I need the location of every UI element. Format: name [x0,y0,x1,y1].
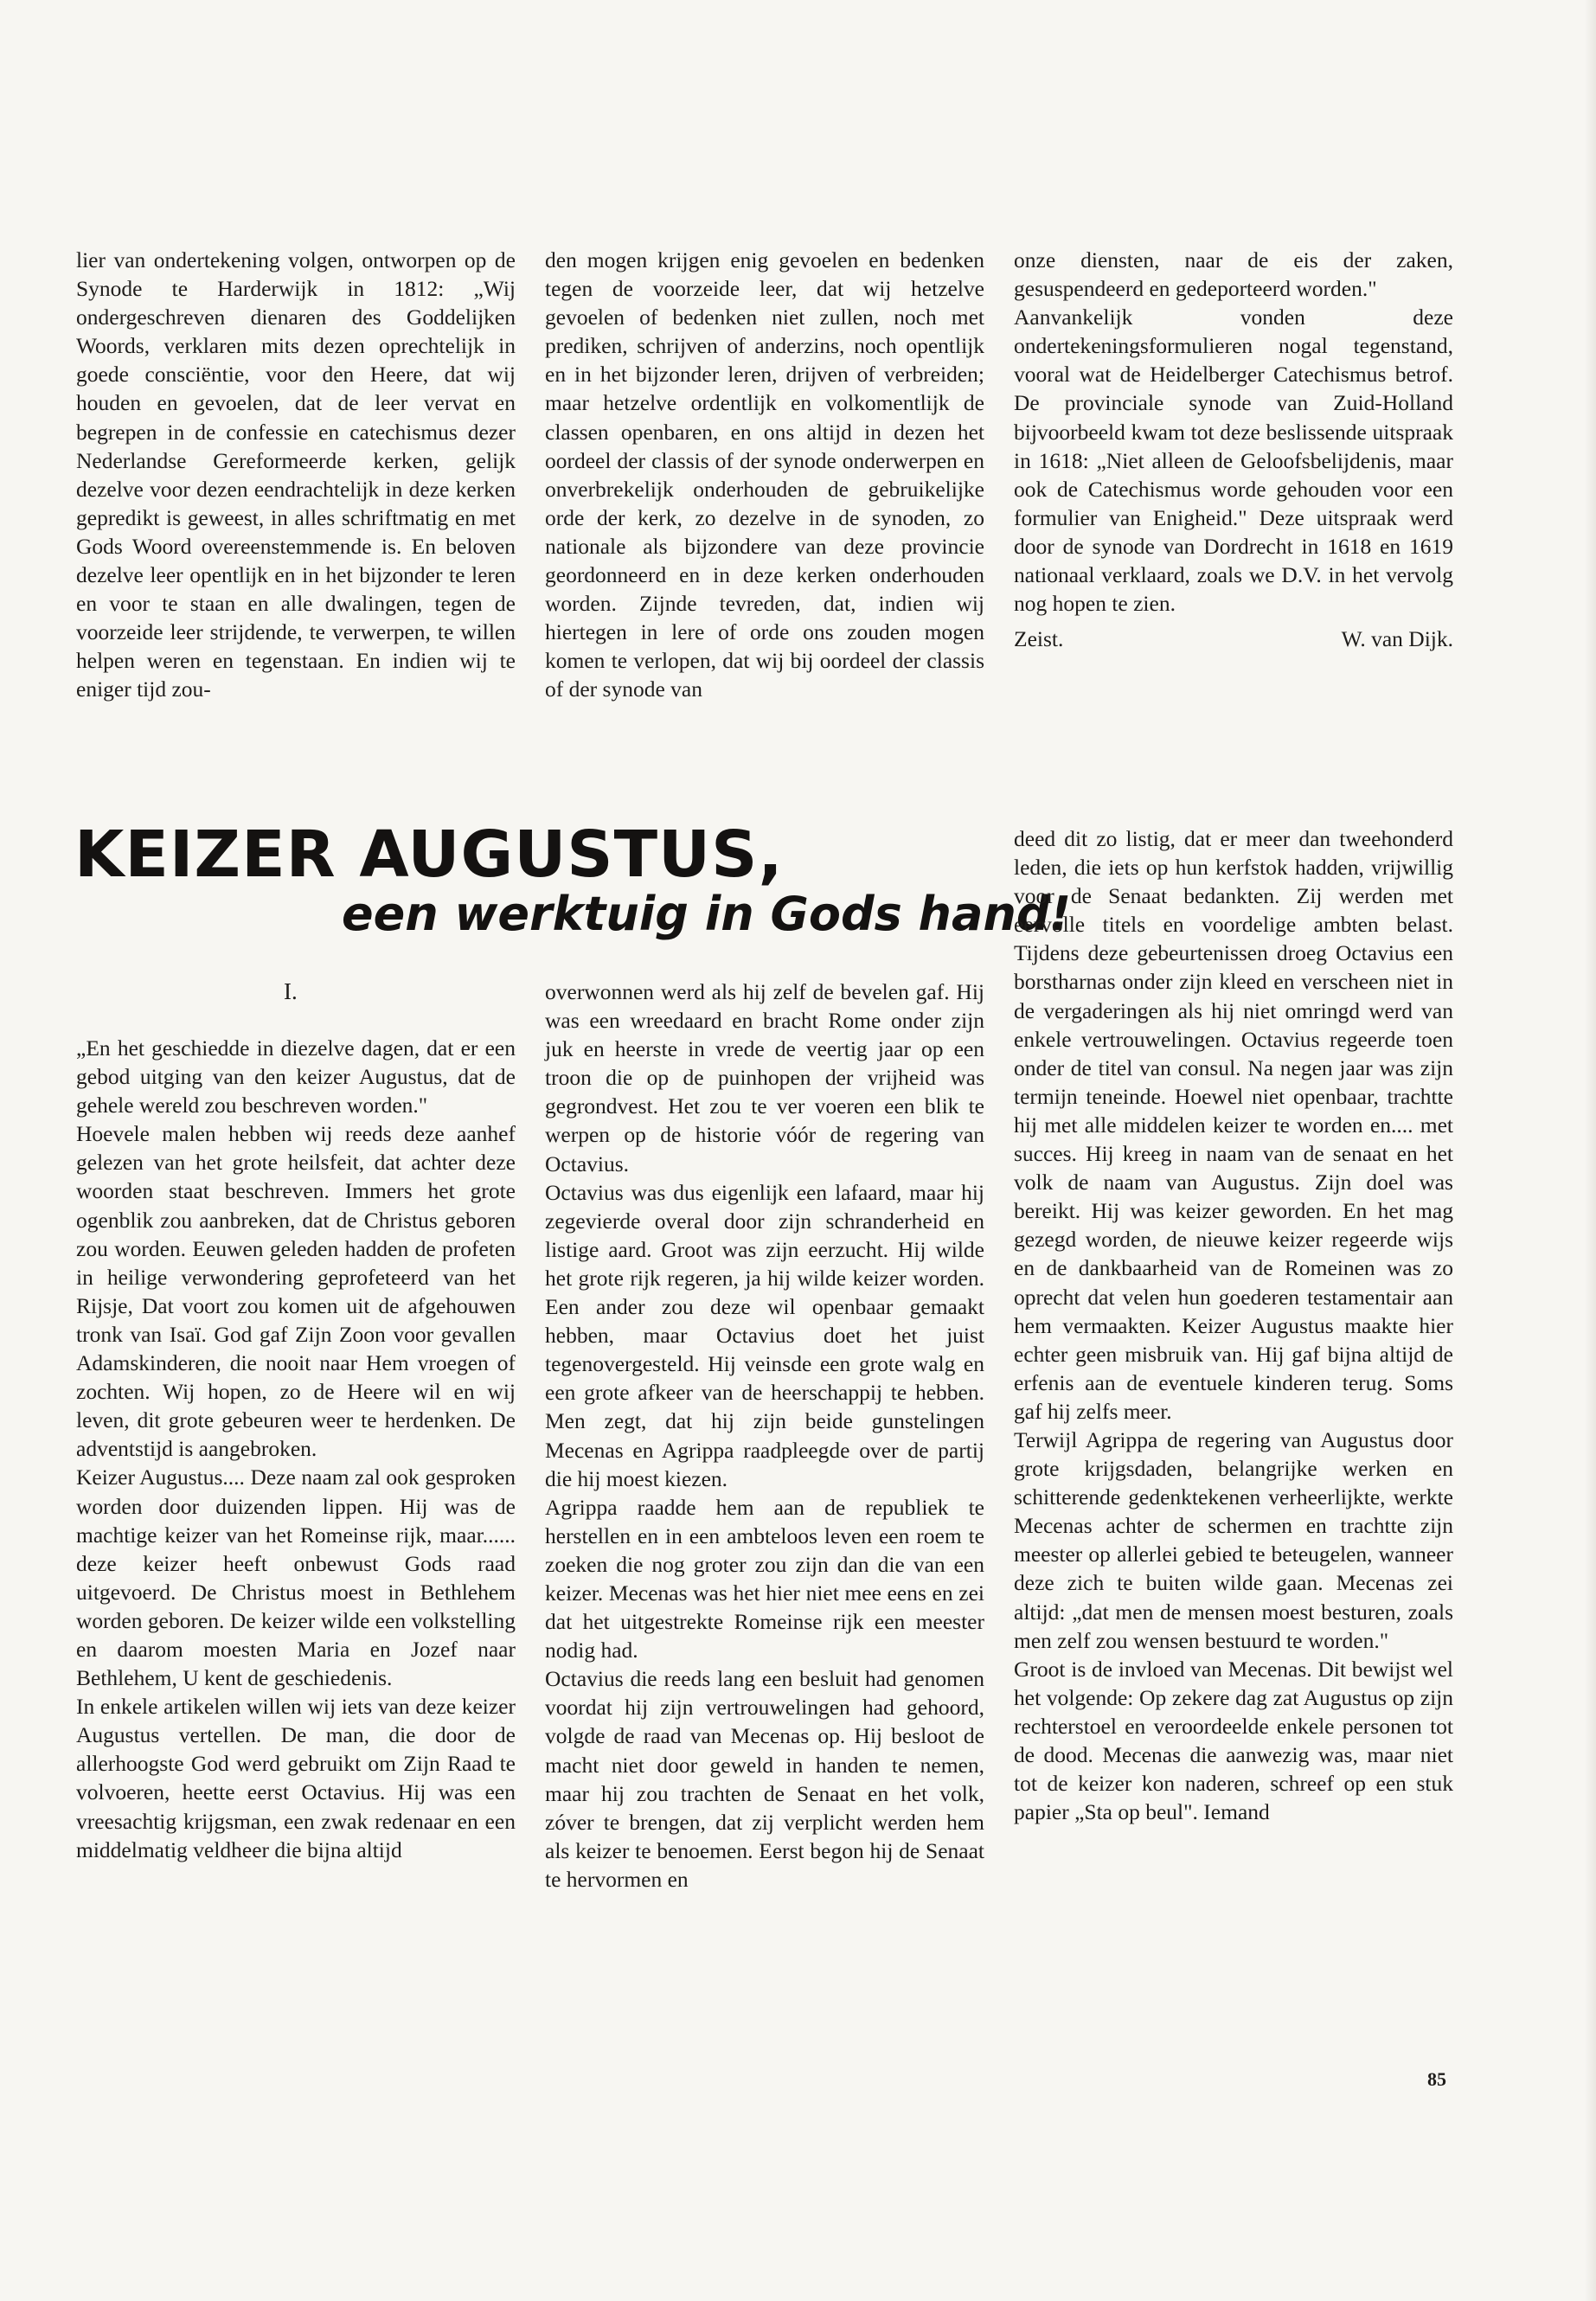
top-column-2 [545,246,984,704]
article-title: KEIZER AUGUSTUS, [74,817,784,892]
paragraph: In enkele artikelen willen wij iets van deze keizer Augustus vertellen. De man, die door de allerhoogste God werd gebruikt om Zijn Raad te volvoeren, heette eerst Octavius. Hij was een vreesachtig krijgsman, een zwak redenaar en een middelmatig veldheer die bijna altijd [76,1694,516,1862]
article-column-2 [545,977,984,1894]
paragraph: Octavius was dus eigenlijk een lafaard, maar hij zegevierde overal door zijn schranderheid en listige aard. Groot was zijn eerzucht. Hij wilde het grote rijk regeren, ja hij wilde keizer worden. Een ander zou deze wil openbaar gemaakt hebben, maar Octavius doet het juist tegenovergesteld. Hij veinsde een grote walg en een grote afkeer van de heerschappij te hebben. Men zegt, dat hij zijn beide gunstelingen Mecenas en Agrippa raadpleegde over de partij die hij moest kiezen. [545,1179,984,1491]
paragraph: Octavius die reeds lang een besluit had genomen voordat hij zijn vertrouwelingen had gehoord, volgde de raad van Mecenas op. Hij besloot de macht niet door geweld in handen te nemen, maar hij zou trachten de Senaat en het volk, zóver te brengen, dat zij verplicht werden hem als keizer te benoemen. Eerst begon hij de Senaat te hervormen en [545,1666,984,1892]
paragraph: onze diensten, naar de eis der zaken, gesuspendeerd en gedeporteerd worden." [1014,247,1453,302]
paragraph: Hoevele malen hebben wij reeds deze aanhef gelezen van het grote heilsfeit, dat achter deze woorden staat beschreven. Immers het grote ogenblik zou aanbreken, dat de Christus geboren zou worden. Eeuwen geleden hadden de profeten in heilige verwondering geprofeteerd van het Rijsje, Dat voort zou komen uit de afgehouwen tronk van Isaï. God gaf Zijn Zoon voor gevallen Adamskinderen, die nooit naar Hem vroegen of zochten. Wij hopen, zo de Heere wil en wij leven, dit grote gebeuren weer te herdenken. De adventstijd is aangebroken. [76,1121,516,1462]
paragraph: Agrippa raadde hem aan de republiek te herstellen en in een ambteloos leven een roem te zoeken die nog groter zou zijn dan die van een keizer. Mecenas was het hier niet mee eens en zei dat het uitgestrekte Romeinse rijk een meester nodig had. [545,1494,984,1663]
article-column-3 [1014,824,1453,1826]
paragraph: Aanvankelijk vonden deze ondertekeningsformulieren nogal tegenstand, vooral wat de Heidelberger Catechismus betrof. De provinciale synode van Zuid-Holland bijvoorbeeld kwam tot deze beslissende uitspraak in 1618: „Niet alleen de Geloofsbelijdenis, maar ook de Catechismus worde gehouden voor een formulier van Enigheid." Deze uitspraak werd door de synode van Dordrecht in 1618 en 1619 nationaal verklaard, zoals we D.V. in het vervolg nog hopen te zien. [1014,304,1453,617]
paragraph: Terwijl Agrippa de regering van Augustus door grote krijgsdaden, belangrijke werken en schitterende gedenktekenen verheerlijkte, werkte Mecenas achter de schermen en trachtte zijn meester op allerlei gebied te beteugelen, wanneer deze zich te buiten wilde gaan. Mecenas zei altijd: „dat men de mensen moest besturen, zoals men zelf zou wensen bestuurd te worden." [1014,1426,1453,1653]
top-column-1 [76,246,516,704]
page-edge-shadow [1585,0,1596,2301]
article-column-1 [76,1034,516,1864]
signature-author: W. van Dijk. [1341,626,1453,652]
top-column-3 [1014,246,1453,653]
signature-place: Zeist. [1014,626,1064,652]
paragraph: overwonnen werd als hij zelf de bevelen gaf. Hij was een wreedaard en bracht Rome onder zijn juk en heerste in vrede de veertig jaar op een troon die op de puinhopen der vrijheid was gegrondvest. Het zou te ver voeren een blik te werpen op de historie vóór de regering van Octavius. [545,979,984,1176]
paragraph: lier van ondertekening volgen, ontworpen op de Synode te Harderwijk in 1812: „Wij ondergeschreven dienaren des Goddelijken Woords, verklaren mits dezen oprechtelijk in goede consciëntie, voor den Heere, dat wij houden en gevoelen, dat de leer vervat en begrepen in de confessie en catechismus dezer Nederlandse Gereformeerde kerken, gelijk dezelve voor dezen eendrachtelijk in deze kerken gepredikt is geweest, in alles schriftmatig en met Gods Woord overeenstemmende is. En beloven dezelve leer opentlijk en in het bijzonder te leren en voor te staan en alle dwalingen, tegen de voorzeide leer strijdende, te verwerpen, te willen helpen weren en tegenstaan. En indien wij te eniger tijd zou- [76,247,516,702]
paragraph: den mogen krijgen enig gevoelen en bedenken tegen de voorzeide leer, dat wij hetzelve gevoelen of bedenken niet zullen, noch met prediken, schrijven of anderzins, noch opentlijk en in het bijzonder leren, drijven of verbreiden; maar hetzelve ordentlijk en volkomentlijk de classen openbaren, en ons altijd in dezen het oordeel der classis of der synode onderwerpen en onverbrekelijk onderhouden de gebruikelijke orde der kerk, zo dezelve in de synoden, zo nationale als bijzondere van deze provincie geordonneerd en in deze kerken onderhouden worden. Zijnde tevreden, dat, indien wij hiertegen in lere of orde ons zouden mogen komen te verlopen, dat wij bij oordeel der classis of der synode van [545,247,984,702]
article-subtitle: een werktuig in Gods hand! [342,887,1072,941]
paragraph: Groot is de invloed van Mecenas. Dit bewijst wel het volgende: Op zekere dag zat Augustus op zijn rechterstoel en veroordeelde enkele personen tot de dood. Mecenas die aanwezig was, maar niet tot de keizer kon naderen, schreef op een stuk papier „Sta op beul". Iemand [1014,1656,1453,1825]
paragraph: Keizer Augustus.... Deze naam zal ook gesproken worden door duizenden lippen. Hij was de machtige keizer van het Romeinse rijk, maar...... deze keizer heeft onbewust Gods raad uitgevoerd. De Christus moest in Bethlehem worden geboren. De keizer wilde een volkstelling en daarom moesten Maria en Jozef naar Bethlehem, U kent de geschiedenis. [76,1465,516,1691]
page-number: 85 [1427,2068,1446,2090]
signature [1014,625,1453,653]
article-part-number: I. [284,978,298,1004]
paragraph: deed dit zo listig, dat er meer dan tweehonderd leden, die iets op hun kerfstok hadden, vrijwillig voor de Senaat bedankten. Zij werden met eervolle titels en voordelige ambten belast. Tijdens deze gebeurtenissen droeg Octavius een borstharnas onder zijn kleed en verscheen niet in de vergaderingen als hij niet omringd werd van enkele vertrouwelingen. Octavius regeerde toen onder de titel van consul. Na negen jaar was zijn termijn teneinde. Hoewel niet openbaar, trachtte hij met alle middelen keizer te worden en.... met succes. Hij kreeg in naam van de senaat en het volk de naam van Augustus. Zijn doel was bereikt. Hij was keizer geworden. En het mag gezegd worden, de nieuwe keizer regeerde wijs en de dankbaarheid van de Romeinen was zo oprecht dat velen hun goederen testamentair aan hem vermaakten. Keizer Augustus maakte hier echter geen misbruik van. Hij gaf bijna altijd de erfenis aan de eventuele kinderen terug. Soms gaf hij zelfs meer. [1014,826,1453,1424]
paragraph: „En het geschiedde in diezelve dagen, dat er een gebod uitging van den keizer Augustus, dat de gehele wereld zou beschreven worden." [76,1035,516,1118]
